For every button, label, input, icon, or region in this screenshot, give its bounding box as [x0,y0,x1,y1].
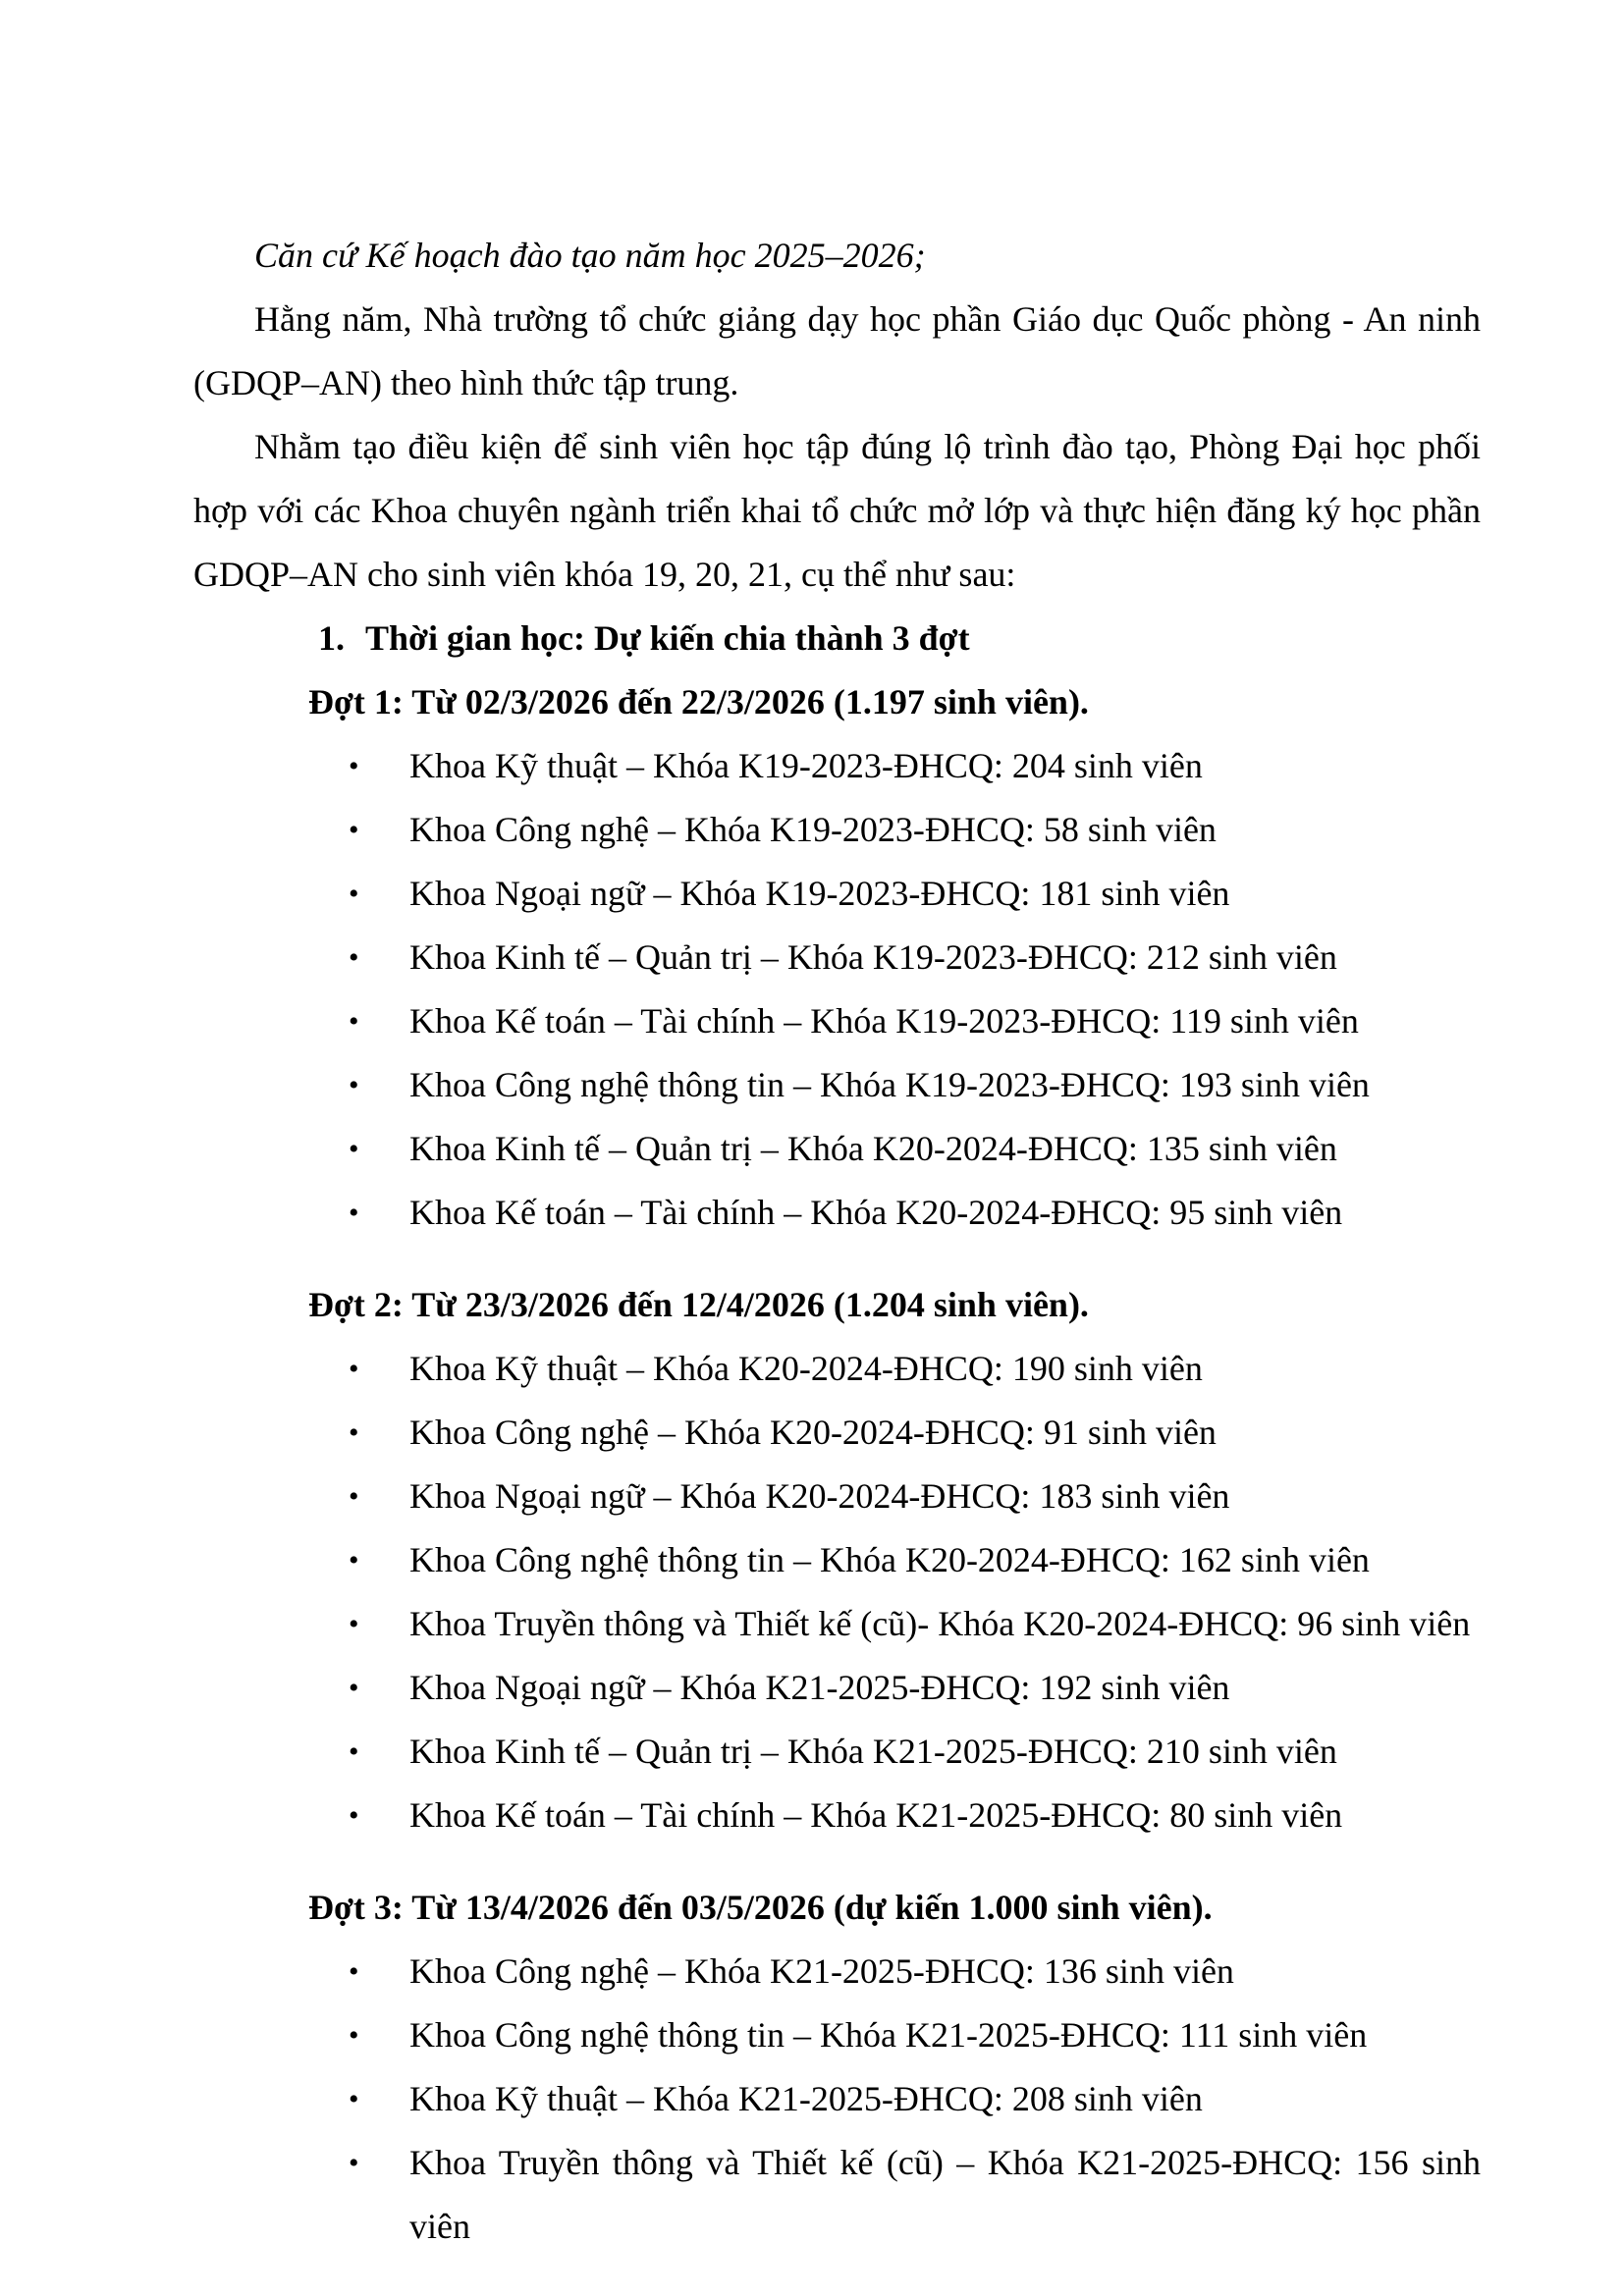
phase-1-list [193,734,1481,1245]
list-item: • Khoa Ngoại ngữ – Khóa K19-2023-ĐHCQ: 181 sinh viên [193,862,1481,926]
bullet-icon: • [349,878,359,910]
section-1-heading [193,607,1481,670]
list-item: • Khoa Kinh tế – Quản trị – Khóa K21-2025-ĐHCQ: 210 sinh viên [193,1720,1481,1784]
bullet-icon: • [349,814,359,846]
document-body [193,224,1481,2259]
bullet-icon: • [349,1544,359,1576]
basis-line: Căn cứ Kế hoạch đào tạo năm học 2025–2026; [254,236,926,275]
phase-3-list [193,1940,1481,2259]
list-item: • Khoa Công nghệ – Khóa K20-2024-ĐHCQ: 91 sinh viên [193,1401,1481,1465]
bullet-icon: • [349,1955,359,1988]
list-item: • Khoa Kế toán – Tài chính – Khóa K19-2023-ĐHCQ: 119 sinh viên [193,989,1481,1053]
list-item: • Khoa Kỹ thuật – Khóa K21-2025-ĐHCQ: 208 sinh viên [193,2067,1481,2131]
list-item: • Khoa Truyền thông và Thiết kế (cũ) – Khóa K21-2025-ĐHCQ: 156 sinh viên [193,2131,1481,2259]
bullet-icon: • [349,1672,359,1704]
list-item: • Khoa Ngoại ngữ – Khóa K21-2025-ĐHCQ: 192 sinh viên [193,1656,1481,1720]
list-item: • Khoa Ngoại ngữ – Khóa K20-2024-ĐHCQ: 183 sinh viên [193,1465,1481,1528]
section-1-title: Thời gian học: Dự kiến chia thành 3 đợt [365,618,970,658]
bullet-icon: • [349,750,359,782]
bullet-icon: • [349,941,359,974]
bullet-icon: • [349,1005,359,1038]
bullet-icon: • [349,1353,359,1385]
bullet-icon: • [349,2147,359,2179]
intro-paragraph-annual: Hằng năm, Nhà trường tổ chức giảng dạy học phần Giáo dục Quốc phòng - An ninh (GDQP–AN) theo hình thức tập trung. [193,299,1481,402]
list-item: • Khoa Công nghệ – Khóa K19-2023-ĐHCQ: 58 sinh viên [193,798,1481,862]
intro-paragraph-purpose: Nhằm tạo điều kiện để sinh viên học tập đúng lộ trình đào tạo, Phòng Đại học phối hợp với các Khoa chuyên ngành triển khai tổ chức mở lớp và thực hiện đăng ký học phần GDQP–AN cho sinh viên khóa 19, 20, 21, cụ thể như sau: [193,427,1481,594]
list-item: • Khoa Công nghệ – Khóa K21-2025-ĐHCQ: 136 sinh viên [193,1940,1481,2003]
list-item: • Khoa Kế toán – Tài chính – Khóa K20-2024-ĐHCQ: 95 sinh viên [193,1181,1481,1245]
list-item: • Khoa Công nghệ thông tin – Khóa K20-2024-ĐHCQ: 162 sinh viên [193,1528,1481,1592]
list-item: • Khoa Công nghệ thông tin – Khóa K19-2023-ĐHCQ: 193 sinh viên [193,1053,1481,1117]
list-item: • Khoa Kế toán – Tài chính – Khóa K21-2025-ĐHCQ: 80 sinh viên [193,1784,1481,1847]
phase-2-list [193,1337,1481,1847]
bullet-icon: • [349,1069,359,1101]
bullet-icon: • [349,1735,359,1768]
list-item: • Khoa Kỹ thuật – Khóa K20-2024-ĐHCQ: 190 sinh viên [193,1337,1481,1401]
section-1-number: 1. [318,618,345,658]
list-item: • Khoa Công nghệ thông tin – Khóa K21-2025-ĐHCQ: 111 sinh viên [193,2003,1481,2067]
bullet-icon: • [349,2083,359,2115]
phase-1-heading: Đợt 1: Từ 02/3/2026 đến 22/3/2026 (1.197 sinh viên). [308,682,1089,721]
phase-2-heading: Đợt 2: Từ 23/3/2026 đến 12/4/2026 (1.204 sinh viên). [308,1285,1089,1324]
bullet-icon: • [349,1608,359,1640]
list-item: • Khoa Truyền thông và Thiết kế (cũ)- Khóa K20-2024-ĐHCQ: 96 sinh viên [193,1592,1481,1656]
bullet-icon: • [349,1416,359,1449]
bullet-icon: • [349,1133,359,1165]
bullet-icon: • [349,2019,359,2052]
list-item: • Khoa Kinh tế – Quản trị – Khóa K19-2023-ĐHCQ: 212 sinh viên [193,926,1481,989]
list-item: • Khoa Kỹ thuật – Khóa K19-2023-ĐHCQ: 204 sinh viên [193,734,1481,798]
bullet-icon: • [349,1480,359,1513]
bullet-icon: • [349,1799,359,1832]
list-item: • Khoa Kinh tế – Quản trị – Khóa K20-2024-ĐHCQ: 135 sinh viên [193,1117,1481,1181]
bullet-icon: • [349,1197,359,1229]
phase-3-heading: Đợt 3: Từ 13/4/2026 đến 03/5/2026 (dự kiến 1.000 sinh viên). [308,1888,1213,1927]
